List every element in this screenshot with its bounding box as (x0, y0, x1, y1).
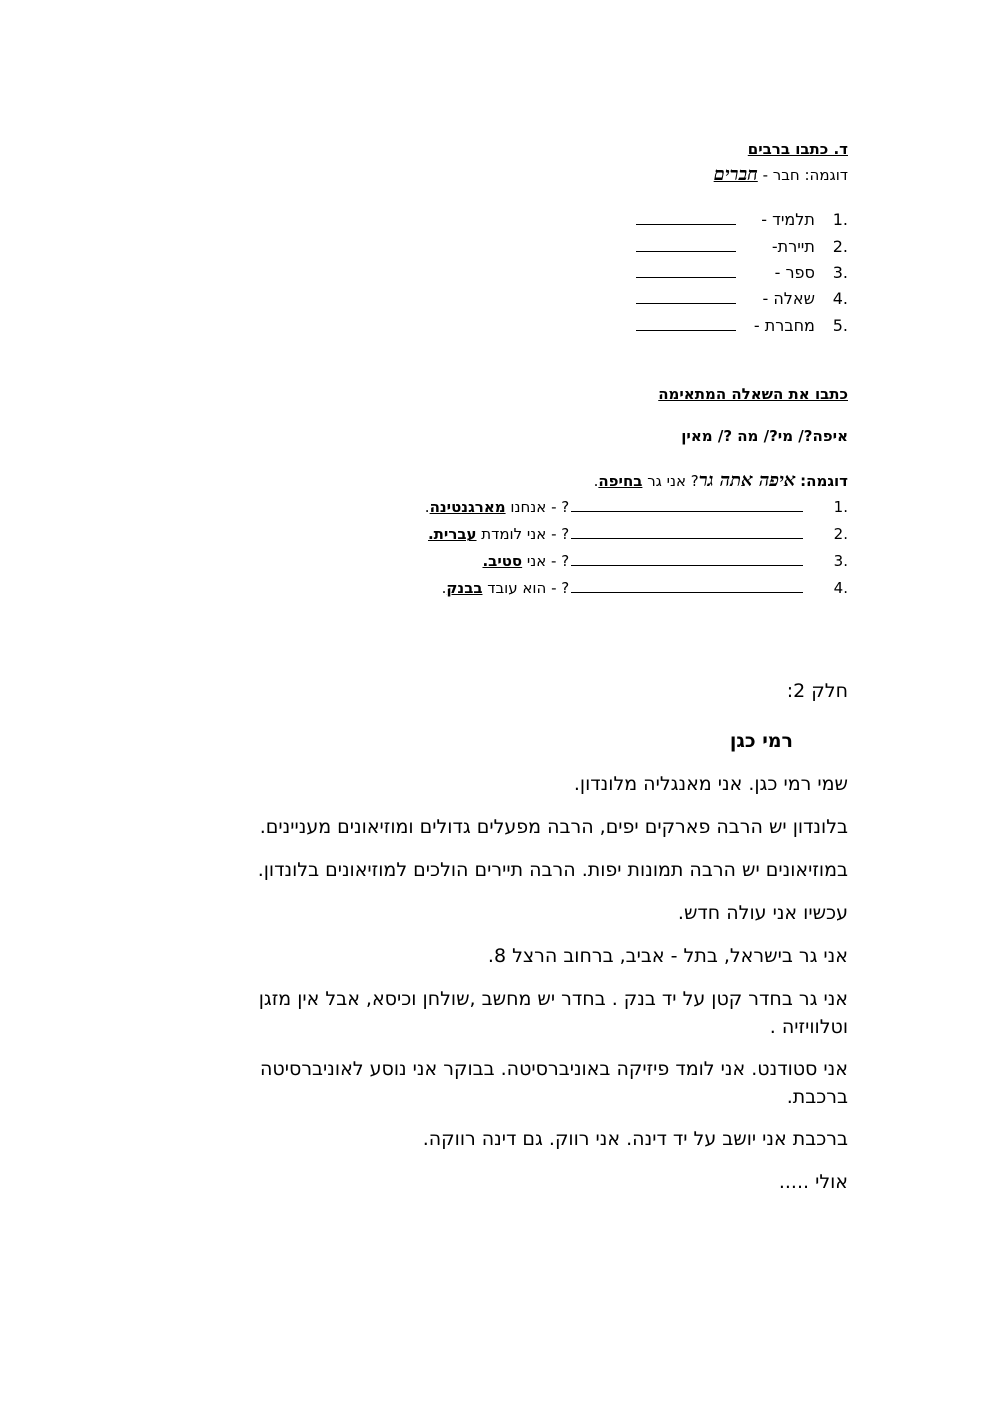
item-answer: מארגנטינה (429, 498, 506, 516)
item-prefix: ? - הוא עובד (487, 579, 570, 597)
item-number: .5 (832, 316, 848, 335)
plural-item (636, 289, 848, 308)
example-answer: בחיפה (598, 472, 643, 490)
section-d-title: ד. כתבו ברבים (747, 140, 848, 158)
answer-blank[interactable] (636, 316, 736, 331)
answer-blank[interactable] (636, 237, 736, 252)
example-answer: חברים (713, 164, 758, 185)
question-blank[interactable] (571, 524, 803, 539)
item-suffix: . (441, 579, 447, 597)
item-prefix: ? - אני (526, 552, 570, 570)
story-paragraph: אני סטודנט. אני לומד פיזיקה באוניברסיטה. בבוקר אני נוסע לאוניברסיטה ברכבת. (260, 1058, 848, 1108)
question-item (482, 551, 848, 570)
section-q-title: כתבו את השאלה המתאימה (658, 385, 848, 403)
section-d-example (714, 164, 848, 185)
story-title: רמי כגן (729, 730, 793, 752)
item-word: שאלה - (762, 289, 815, 308)
answer-blank[interactable] (636, 289, 736, 304)
story-paragraph: ברכבת אני יושב על יד דינה. אני רווק. גם דינה רווקה. (422, 1128, 848, 1150)
item-number: .1 (833, 498, 848, 516)
example-question: איפה אתה גר (698, 470, 796, 491)
item-number: .4 (833, 579, 848, 597)
answer-blank[interactable] (636, 210, 736, 225)
question-blank[interactable] (571, 497, 803, 512)
item-number: .3 (833, 552, 848, 570)
item-number: .3 (832, 263, 848, 282)
item-word: מחברת - (753, 316, 815, 335)
story-paragraph: אולי ..... (778, 1171, 848, 1193)
item-word: תלמיד - (761, 210, 815, 229)
item-answer: בבנק (446, 579, 483, 597)
example-word: חבר (772, 166, 800, 184)
question-words: איפה?/ מי?/ מה ?/ מאין (681, 427, 848, 445)
story-paragraph: שמי רמי כגן. אני מאנגליה מלונדון. (573, 773, 848, 795)
story-paragraph: במוזיאונים יש הרבה תמונות יפות. הרבה תיירים הולכים למוזיאונים בלונדון. (257, 859, 848, 881)
question-item (442, 578, 848, 597)
story-paragraph: אני גר בישראל, בתל - אביב, ברחוב הרצל 8. (487, 945, 848, 967)
item-number: .4 (832, 289, 848, 308)
item-prefix: ? - אני לומדת (481, 525, 570, 543)
plural-item (636, 210, 848, 229)
story-paragraph: עכשיו אני עולה חדש. (677, 902, 848, 924)
answer-blank[interactable] (636, 263, 736, 278)
story-paragraph: אני גר בחדר קטן על יד בנק . בחדר יש מחשב ,שולחן וכיסא, אבל אין מזגן וטלוויזיה . (258, 988, 848, 1038)
example-rest: ? אני גר (647, 472, 699, 490)
item-number: .2 (832, 237, 848, 256)
item-number: .2 (833, 525, 848, 543)
plural-item (636, 316, 848, 335)
item-word: תיירת- (771, 237, 815, 256)
item-answer: סטיב. (482, 552, 523, 570)
question-blank[interactable] (571, 578, 803, 593)
item-number: .1 (832, 210, 848, 229)
story-paragraph: בלונדון יש הרבה פארקים יפים, הרבה מפעלים גדולים ומוזיאונים מעניינים. (259, 816, 848, 838)
plural-item (636, 237, 848, 256)
example-dash: - (762, 166, 768, 184)
item-suffix: . (424, 498, 430, 516)
item-prefix: ? - אנחנו (510, 498, 570, 516)
part2-label: חלק 2: (786, 680, 848, 702)
section-q-example: דוגמה: איפה אתה גר? אני גר בחיפה. (593, 470, 848, 491)
question-item (428, 524, 848, 543)
question-item (425, 497, 848, 516)
example-label: דוגמה: (800, 472, 848, 490)
plural-item (636, 263, 848, 282)
item-word: ספר - (774, 263, 815, 282)
item-answer: עברית. (427, 525, 477, 543)
question-blank[interactable] (571, 551, 803, 566)
example-label: דוגמה: (804, 166, 848, 184)
